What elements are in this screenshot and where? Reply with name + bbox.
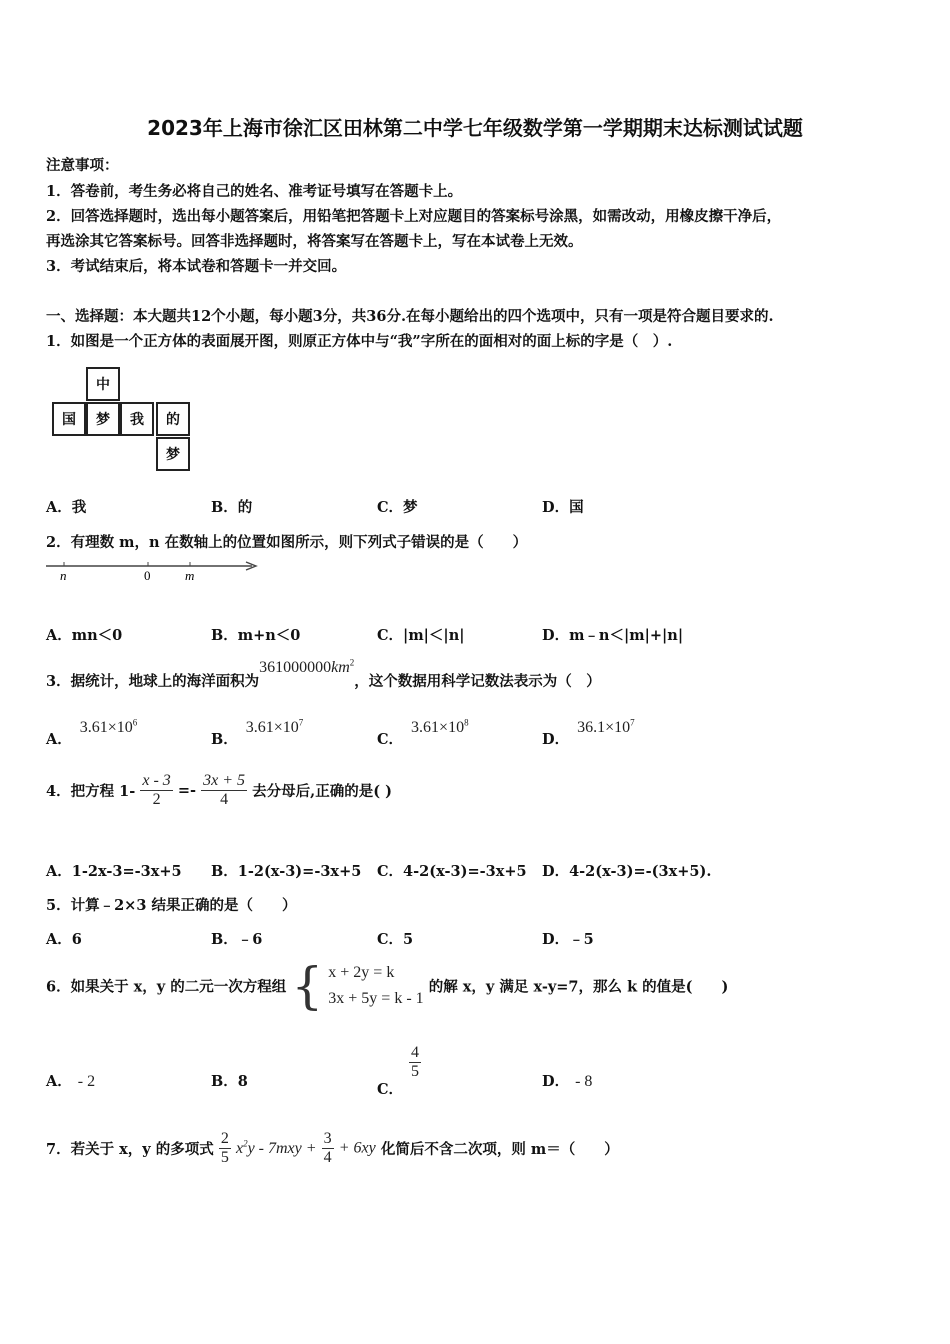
q1-option-a[interactable]: A．我	[46, 499, 87, 516]
notice-item-2b: 再选涂其它答案标号。回答非选择题时，将答案写在答题卡上，写在本试卷上无效。	[46, 233, 583, 250]
q1-text: 1．如图是一个正方体的表面展开图，则原正方体中与“我”字所在的面相对的面上标的字是（ ）.	[46, 333, 673, 350]
q3-option-b[interactable]: B．$3.61\times 10^7$	[211, 717, 304, 748]
q4-fraction-2: $\frac{3x + 5}{4}$	[203, 772, 246, 808]
equation-system	[328, 960, 423, 1012]
q6-prefix: 6．如果关于 x，y 的二元一次方程组	[46, 978, 287, 996]
q2-option-c[interactable]: C．|m|＜|n|	[377, 627, 465, 644]
label-m: m	[185, 568, 195, 583]
net-cell: 中	[86, 367, 120, 401]
page-title: 2023年上海市徐汇区田林第二中学七年级数学第一学期期末达标测试试题	[147, 116, 803, 140]
q4-option-d[interactable]: D．4-2(x-3)=-(3x+5).	[542, 863, 712, 880]
notice-item-1: 1．答卷前，考生务必将自己的姓名、准考证号填写在答题卡上。	[46, 183, 463, 200]
q7-prefix: 7．若关于 x，y 的多项式	[46, 1141, 214, 1158]
system-brace: {	[291, 957, 324, 1015]
q7-fraction-1: $\frac{2}{5}$	[220, 1130, 229, 1166]
q4-suffix: 去分母后,正确的是( )	[252, 783, 392, 800]
q1-option-b[interactable]: B．的	[211, 499, 253, 516]
q4-option-c[interactable]: C．4-2(x-3)=-3x+5	[377, 863, 527, 880]
q6-line	[46, 957, 729, 1015]
q7-fraction-2: $\frac{3}{4}$	[323, 1130, 332, 1166]
q5-option-d[interactable]: D．﹣5	[542, 931, 594, 948]
equation-1: x + 2y = k	[328, 964, 395, 981]
notice-heading: 注意事项：	[46, 157, 119, 174]
q4-fraction-1: $\frac{x - 3}{2}$	[142, 772, 171, 808]
net-cell: 梦	[86, 402, 120, 436]
q6-option-a[interactable]: A． - 2	[46, 1073, 96, 1090]
q5-option-b[interactable]: B．﹣6	[211, 931, 263, 948]
q5-option-a[interactable]: A．6	[46, 931, 82, 948]
q3-option-d[interactable]: D．$36.1\times 10^7$	[542, 717, 635, 748]
q2-text: 2．有理数 m，n 在数轴上的位置如图所示，则下列式子错误的是（ ）	[46, 534, 528, 551]
q3-option-a[interactable]: A．$3.61\times 10^6$	[46, 717, 138, 748]
q1-option-c[interactable]: C．梦	[377, 499, 418, 516]
q4-prefix: 4．把方程 1-	[46, 783, 136, 800]
q1-option-d[interactable]: D．国	[542, 499, 584, 516]
q6-option-c[interactable]: C． $\frac{4}{5}$	[377, 1044, 420, 1098]
q2-option-a[interactable]: A．mn＜0	[46, 627, 123, 644]
q6-option-b[interactable]: B．8	[211, 1073, 248, 1090]
q3-line	[46, 656, 601, 690]
equation-2: 3x + 5y = k - 1	[328, 990, 424, 1007]
q6-suffix: 的解 x，y 满足 x-y=7，那么 k 的值是( )	[428, 978, 729, 996]
q4-line	[46, 772, 392, 809]
number-line-figure	[44, 556, 264, 586]
section-heading: 一、选择题：本大题共12个小题，每小题3分，共36分.在每小题给出的四个选项中，只有一项是符合题目要求的.	[46, 308, 774, 325]
q7-line	[46, 1130, 619, 1167]
notice-item-3: 3．考试结束后，将本试卷和答题卡一并交回。	[46, 258, 347, 275]
q3-value: $361000000km^2$	[259, 657, 355, 676]
q3-prefix: 3．据统计，地球上的海洋面积为	[46, 673, 260, 690]
q7-term-2: + 6xy	[338, 1139, 376, 1157]
label-n: n	[60, 568, 67, 583]
q3-option-c[interactable]: C．$3.61\times 10^8$	[377, 717, 469, 748]
q5-text: 5．计算﹣2×3 结果正确的是（ ）	[46, 897, 297, 914]
net-cell: 国	[52, 402, 86, 436]
q6-option-d[interactable]: D． - 8	[542, 1073, 593, 1090]
q4-equals: =-	[177, 782, 197, 799]
q5-option-c[interactable]: C．5	[377, 931, 414, 948]
net-cell: 我	[120, 402, 154, 436]
net-cell: 梦	[156, 437, 190, 471]
q7-term-1: $x^2y - 7mxy$ +	[235, 1138, 317, 1158]
q2-option-d[interactable]: D．m﹣n＜|m|+|n|	[542, 627, 684, 644]
label-zero: 0	[144, 568, 151, 583]
q4-option-b[interactable]: B．1-2(x-3)=-3x+5	[211, 863, 362, 880]
q4-option-a[interactable]: A．1-2x-3=-3x+5	[46, 863, 182, 880]
net-cell: 的	[156, 402, 190, 436]
q7-suffix: 化简后不含二次项，则 m＝（ ）	[380, 1141, 619, 1158]
q3-suffix: ，这个数据用科学记数法表示为（ ）	[354, 673, 601, 690]
notice-item-2a: 2．回答选择题时，选出每小题答案后，用铅笔把答题卡上对应题目的答案标号涂黑，如需改动，用橡皮擦干净后，	[46, 208, 782, 225]
q2-option-b[interactable]: B．m+n＜0	[211, 627, 301, 644]
